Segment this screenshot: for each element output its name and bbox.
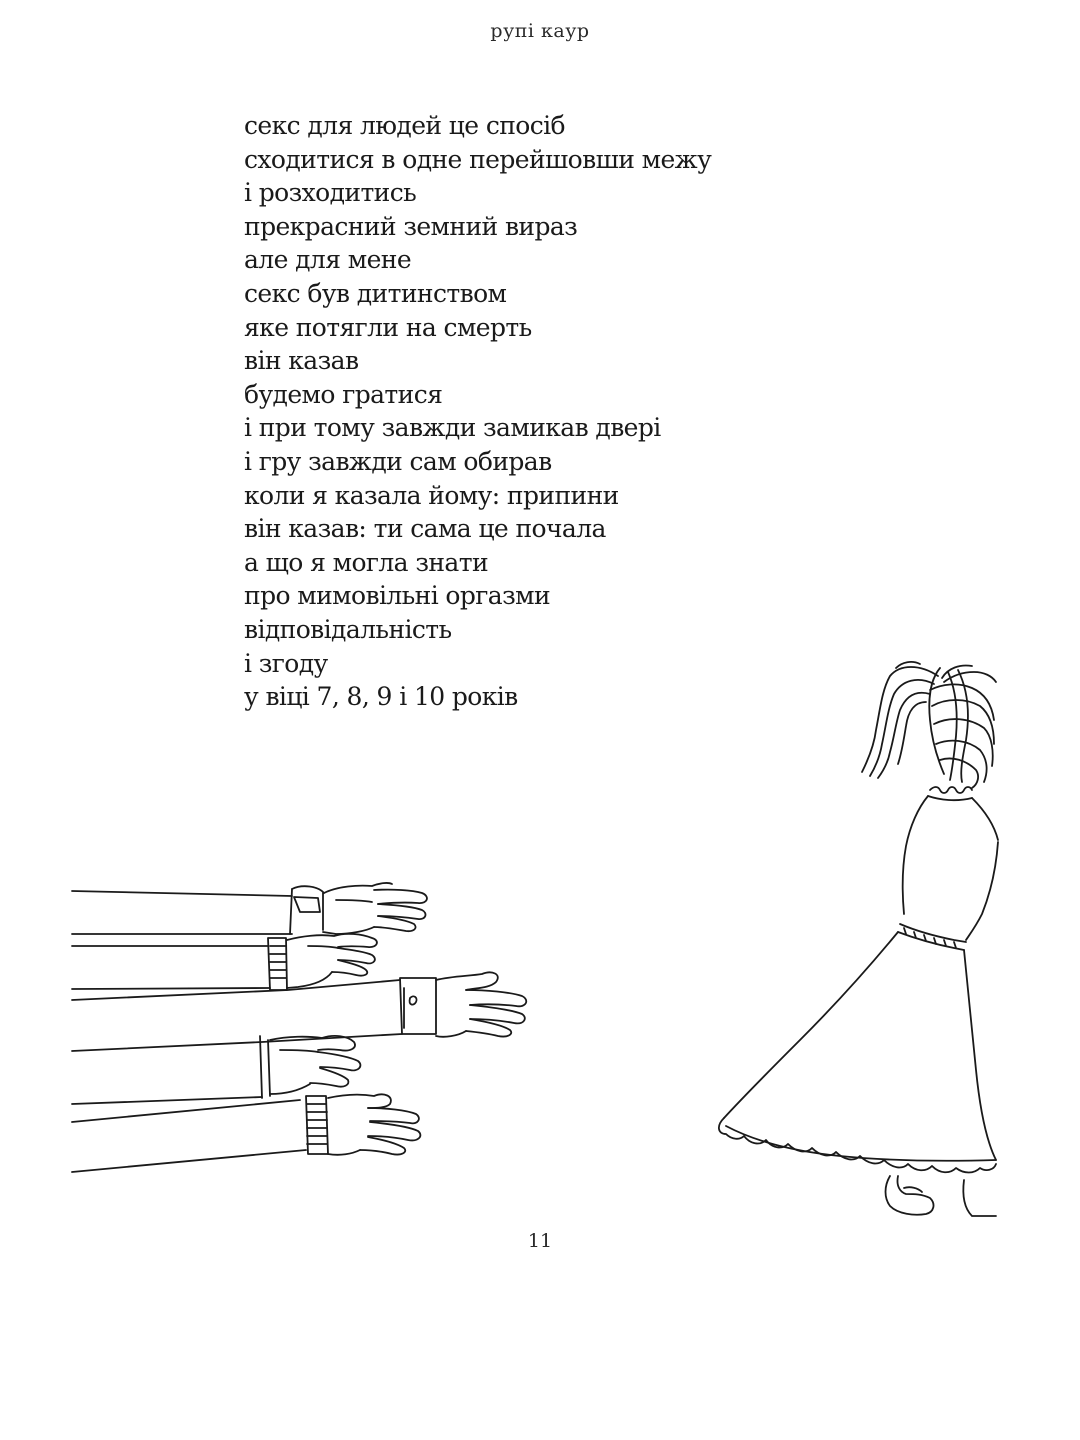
poem-line: коли я казала йому: припини bbox=[244, 480, 619, 510]
reaching-hands-drawing bbox=[72, 883, 526, 1172]
poem-line: і згоду bbox=[244, 648, 328, 678]
poem-line: але для мене bbox=[244, 245, 412, 275]
poem-line: яке потягли на смерть bbox=[244, 312, 532, 342]
poem-line: він казав bbox=[244, 346, 359, 376]
running-head: рупі каур bbox=[490, 20, 590, 42]
poem-line: а що я могла знати bbox=[244, 547, 489, 577]
poem-line: і при тому завжди замикав двері bbox=[244, 413, 661, 443]
arm-4 bbox=[72, 1036, 360, 1104]
poem-line: відповідальність bbox=[244, 614, 452, 644]
poem-line: у віці 7, 8, 9 і 10 років bbox=[244, 682, 518, 712]
arm-5 bbox=[72, 1094, 420, 1172]
girl-drawing bbox=[719, 662, 998, 1216]
poem-line: будемо гратися bbox=[244, 379, 443, 409]
arm-1 bbox=[72, 883, 427, 934]
arm-3 bbox=[72, 972, 526, 1051]
page-number: 11 bbox=[527, 1230, 553, 1252]
poem-line: про мимовільні оргазми bbox=[244, 581, 551, 611]
arm-2 bbox=[72, 934, 377, 990]
poem-line: і гру завжди сам обирав bbox=[244, 446, 552, 476]
poem bbox=[244, 109, 804, 714]
poem-line: і розходитись bbox=[244, 178, 417, 208]
poem-line: секс був дитинством bbox=[244, 278, 507, 308]
poem-line: прекрасний земний вираз bbox=[244, 211, 578, 241]
poem-line: він казав: ти сама це почала bbox=[244, 514, 606, 544]
poem-line: сходитися в одне перейшовши межу bbox=[244, 144, 712, 174]
poem-line: секс для людей це спосіб bbox=[244, 111, 565, 140]
